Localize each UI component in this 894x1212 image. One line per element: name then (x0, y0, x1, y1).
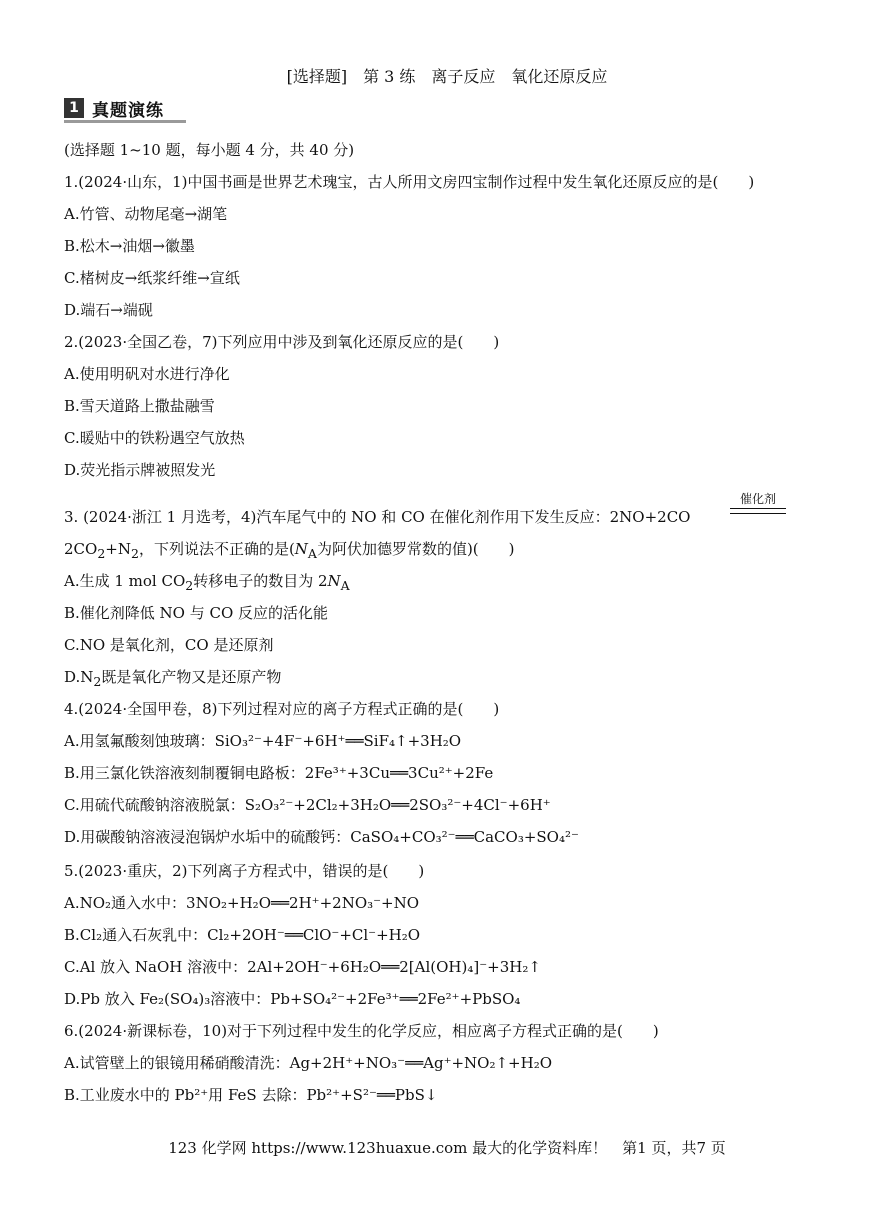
q5-b-text: B.Cl₂通入石灰乳中： (64, 926, 208, 944)
q5-c-equation: 2Al+2OH⁻+6H₂O══2[Al(OH)₄]⁻+3H₂↑ (247, 958, 541, 976)
q3-option-b: B.催化剂降低 NO 与 CO 反应的活化能 (64, 604, 329, 622)
q1-stem: 1.(2024·山东，1)中国书画是世界艺术瑰宝，古人所用文房四宝制作过程中发生氧化还原反应的是( ) (64, 173, 755, 191)
q5-option-d (64, 988, 520, 1010)
q2-option-a: A.使用明矾对水进行净化 (64, 365, 230, 383)
page-title: [选择题] 第 3 练 离子反应 氧化还原反应 (286, 67, 608, 86)
q3-option-a (64, 570, 350, 597)
q3-stem-line1: 3. (2024·浙江 1 月选考，4)汽车尾气中的 NO 和 CO 在催化剂作用下发生反应：2NO+2CO (64, 508, 691, 526)
reaction-double-line (730, 508, 786, 514)
q1-option-c: C.楮树皮→纸浆纤维→宣纸 (64, 269, 240, 287)
q2-option-b: B.雪天道路上撒盐融雪 (64, 397, 215, 415)
q6-b-equation: Pb²⁺+S²⁻══PbS↓ (306, 1086, 438, 1104)
q2-stem: 2.(2023·全国乙卷，7)下列应用中涉及到氧化还原反应的是( ) (64, 333, 500, 351)
q4-option-a (64, 730, 461, 752)
q6-b-text: B.工业废水中的 Pb²⁺用 FeS 去除： (64, 1086, 307, 1104)
q3-sub: 2 (97, 546, 106, 561)
q5-option-a (64, 892, 419, 914)
q1-option-d: D.端石→端砚 (64, 301, 153, 319)
section-header (64, 95, 186, 121)
q4-b-equation: 2Fe³⁺+3Cu══3Cu²⁺+2Fe (304, 764, 494, 782)
catalyst-arrow (730, 492, 786, 514)
q5-d-equation: Pb+SO₄²⁻+2Fe³⁺══2Fe²⁺+PbSO₄ (270, 990, 521, 1008)
q3-a-sub: 2 (185, 578, 194, 593)
q5-option-c (64, 956, 541, 978)
q1-option-b: B.松木→油烟→徽墨 (64, 237, 195, 255)
q3-text: 为阿伏加德罗常数的值)( ) (316, 540, 515, 558)
q3-stem-line2 (64, 538, 515, 565)
section-label: 真题演练 (92, 100, 164, 121)
q3-option-d (64, 666, 281, 693)
q5-stem: 5.(2023·重庆，2)下列离子方程式中，错误的是( ) (64, 862, 425, 880)
q5-b-equation: Cl₂+2OH⁻══ClO⁻+Cl⁻+H₂O (207, 926, 421, 944)
catalyst-label: 催化剂 (739, 492, 776, 506)
q5-a-text: A.NO₂通入水中： (64, 894, 187, 912)
q3-text: +N (105, 540, 131, 558)
q4-d-text: D.用碳酸钠溶液浸泡锅炉水垢中的硫酸钙： (64, 828, 351, 846)
q3-a-sub: A (340, 578, 350, 593)
q2-option-d: D.荧光指示牌被照发光 (64, 461, 216, 479)
q6-a-equation: Ag+2H⁺+NO₃⁻══Ag⁺+NO₂↑+H₂O (289, 1054, 553, 1072)
q5-c-text: C.Al 放入 NaOH 溶液中： (64, 958, 248, 976)
section-number-icon: 1 (64, 98, 84, 118)
q3-d-text: D.N (64, 668, 94, 686)
q3-sub: A (307, 546, 317, 561)
q3-d-text: 既是氧化产物又是还原产物 (101, 668, 282, 686)
q3-a-text: 转移电子的数目为 2 (193, 572, 328, 590)
q6-a-text: A.试管壁上的银镜用稀硝酸清洗： (64, 1054, 290, 1072)
q3-text: ，下列说法不正确的是( (138, 540, 295, 558)
q4-c-equation: S₂O₃²⁻+2Cl₂+3H₂O══2SO₃²⁻+4Cl⁻+6H⁺ (244, 796, 551, 814)
q5-option-b (64, 924, 420, 946)
q3-sub: 2 (130, 546, 139, 561)
q1-option-a: A.竹管、动物尾毫→湖笔 (64, 205, 228, 223)
q4-a-equation: SiO₃²⁻+4F⁻+6H⁺══SiF₄↑+3H₂O (214, 732, 462, 750)
instructions: (选择题 1~10 题，每小题 4 分，共 40 分) (64, 141, 355, 159)
q3-a-text: A.生成 1 mol CO (64, 572, 186, 590)
q6-stem: 6.(2024·新课标卷，10)对于下列过程中发生的化学反应，相应离子方程式正确的是( ) (64, 1022, 659, 1040)
q4-a-text: A.用氢氟酸刻蚀玻璃： (64, 732, 215, 750)
q5-d-text: D.Pb 放入 Fe₂(SO₄)₃溶液中： (64, 990, 271, 1008)
q4-c-text: C.用硫代硫酸钠溶液脱氯： (64, 796, 245, 814)
q4-b-text: B.用三氯化铁溶液刻制覆铜电路板： (64, 764, 305, 782)
q6-option-a (64, 1052, 552, 1074)
q4-option-b (64, 762, 493, 784)
page-footer: 123 化学网 https://www.123huaxue.com 最大的化学资料库！ 第1 页，共7 页 (168, 1139, 726, 1157)
section-underline (64, 120, 186, 123)
q4-d-equation: CaSO₄+CO₃²⁻══CaCO₃+SO₄²⁻ (350, 828, 579, 846)
q3-d-sub: 2 (93, 674, 102, 689)
q3-text: 2CO (64, 540, 98, 558)
q3-na: N (294, 540, 308, 558)
q5-a-equation: 3NO₂+H₂O══2H⁺+2NO₃⁻+NO (186, 894, 420, 912)
q4-stem: 4.(2024·全国甲卷，8)下列过程对应的离子方程式正确的是( ) (64, 700, 500, 718)
q6-option-b (64, 1084, 437, 1106)
q4-option-d (64, 826, 579, 848)
q4-option-c (64, 794, 551, 816)
q3-a-na: N (327, 572, 341, 590)
q2-option-c: C.暖贴中的铁粉遇空气放热 (64, 429, 245, 447)
q3-option-c: C.NO 是氧化剂，CO 是还原剂 (64, 636, 274, 654)
